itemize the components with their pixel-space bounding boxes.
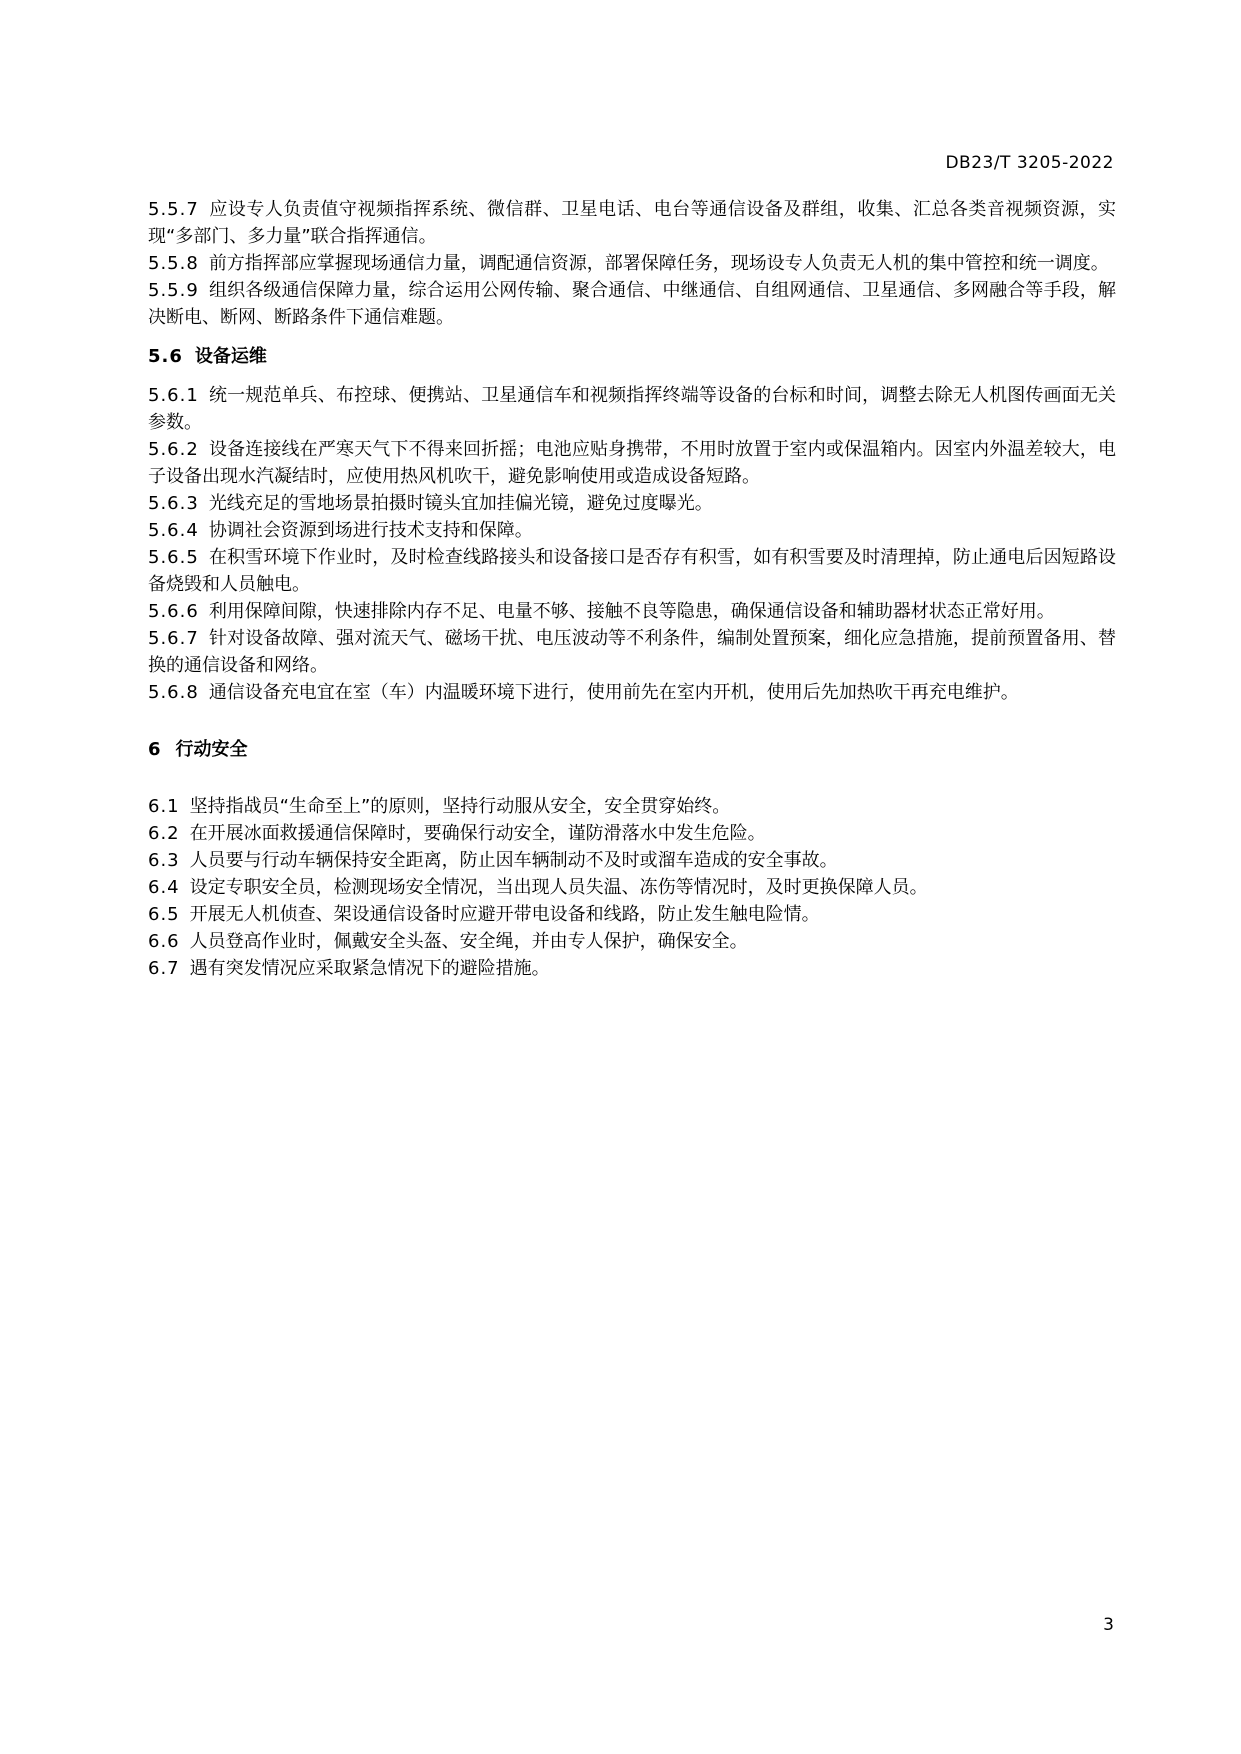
clause-text: 光线充足的雪地场景拍摄时镜头宜加挂偏光镜，避免过度曝光。 (208, 493, 713, 514)
clause-6-4 (148, 874, 1116, 901)
clause-number: 6.4 (148, 877, 180, 898)
clause-text: 设备连接线在严寒天气下不得来回折摇；电池应贴身携带，不用时放置于室内或保温箱内。因室内外温差较大，电子设备出现水汽凝结时，应使用热风机吹干，避免影响使用或造成设备短路。 (148, 439, 1116, 487)
document-code: DB23/T 3205-2022 (945, 153, 1114, 173)
clause-number: 5.5.7 (148, 199, 199, 220)
clause-text: 通信设备充电宜在室（车）内温暖环境下进行，使用前先在室内开机，使用后先加热吹干再充电维护。 (208, 682, 1019, 703)
clause-text: 遇有突发情况应采取紧急情况下的避险措施。 (189, 958, 550, 979)
clause-text: 利用保障间隙，快速排除内存不足、电量不够、接触不良等隐患，确保通信设备和辅助器材状态正常好用。 (208, 601, 1055, 622)
clause-number: 6.1 (148, 796, 180, 817)
clause-number: 5.6.1 (148, 385, 199, 406)
clause-6-6 (148, 928, 1116, 955)
clause-text: 协调社会资源到场进行技术支持和保障。 (208, 520, 533, 541)
clause-5-5-8 (148, 250, 1116, 277)
clause-text: 坚持指战员“生命至上”的原则，坚持行动服从安全，安全贯穿始终。 (189, 796, 731, 817)
clause-6-2 (148, 820, 1116, 847)
clause-text: 设定专职安全员，检测现场安全情况，当出现人员失温、冻伤等情况时，及时更换保障人员。 (189, 877, 928, 898)
clause-5-6-6 (148, 598, 1116, 625)
page-number: 3 (1103, 1615, 1114, 1635)
clause-text: 在开展冰面救援通信保障时，要确保行动安全，谨防滑落水中发生危险。 (189, 823, 766, 844)
clause-number: 6.3 (148, 850, 180, 871)
clause-5-6-8 (148, 679, 1116, 706)
clause-number: 5.6.8 (148, 682, 199, 703)
clause-number: 5.5.9 (148, 280, 199, 301)
clause-5-6-2 (148, 436, 1116, 490)
section-title: 设备运维 (194, 346, 267, 367)
document-body (148, 196, 1116, 982)
section-heading-5-6 (148, 343, 1116, 370)
clause-5-6-3 (148, 490, 1116, 517)
clause-text: 应设专人负责值守视频指挥系统、微信群、卫星电话、电台等通信设备及群组，收集、汇总各类音视频资源，实现“多部门、多力量”联合指挥通信。 (148, 199, 1116, 247)
clause-number: 5.5.8 (148, 253, 199, 274)
clause-5-5-7 (148, 196, 1116, 250)
clause-text: 在积雪环境下作业时，及时检查线路接头和设备接口是否存有积雪，如有积雪要及时清理掉，防止通电后因短路设备烧毁和人员触电。 (148, 547, 1116, 595)
clause-text: 开展无人机侦查、架设通信设备时应避开带电设备和线路，防止发生触电险情。 (189, 904, 820, 925)
clause-text: 前方指挥部应掌握现场通信力量，调配通信资源，部署保障任务，现场设专人负责无人机的集中管控和统一调度。 (208, 253, 1109, 274)
clause-text: 统一规范单兵、布控球、便携站、卫星通信车和视频指挥终端等设备的台标和时间，调整去除无人机图传画面无关参数。 (148, 385, 1116, 433)
clause-number: 5.6.7 (148, 628, 199, 649)
clause-5-6-5 (148, 544, 1116, 598)
clause-number: 5.6.3 (148, 493, 199, 514)
chapter-title: 行动安全 (175, 739, 248, 760)
clause-number: 6.6 (148, 931, 180, 952)
chapter-number: 6 (148, 739, 162, 760)
clause-6-5 (148, 901, 1116, 928)
clause-6-1 (148, 793, 1116, 820)
clause-text: 针对设备故障、强对流天气、磁场干扰、电压波动等不利条件，编制处置预案，细化应急措施，提前预置备用、替换的通信设备和网络。 (148, 628, 1116, 676)
clause-6-7 (148, 955, 1116, 982)
clause-text: 人员登高作业时，佩戴安全头盔、安全绳，并由专人保护，确保安全。 (189, 931, 748, 952)
clause-text: 人员要与行动车辆保持安全距离，防止因车辆制动不及时或溜车造成的安全事故。 (189, 850, 838, 871)
section-number: 5.6 (148, 346, 183, 367)
clause-5-6-7 (148, 625, 1116, 679)
clause-number: 5.6.5 (148, 547, 199, 568)
clause-number: 5.6.2 (148, 439, 199, 460)
clause-6-3 (148, 847, 1116, 874)
clause-5-6-1 (148, 382, 1116, 436)
clause-number: 5.6.4 (148, 520, 199, 541)
clause-number: 5.6.6 (148, 601, 199, 622)
clause-text: 组织各级通信保障力量，综合运用公网传输、聚合通信、中继通信、自组网通信、卫星通信、多网融合等手段，解决断电、断网、断路条件下通信难题。 (148, 280, 1116, 328)
clause-number: 6.7 (148, 958, 180, 979)
chapter-heading-6 (148, 736, 1116, 763)
clause-number: 6.2 (148, 823, 180, 844)
clause-5-6-4 (148, 517, 1116, 544)
clause-5-5-9 (148, 277, 1116, 331)
clause-number: 6.5 (148, 904, 180, 925)
